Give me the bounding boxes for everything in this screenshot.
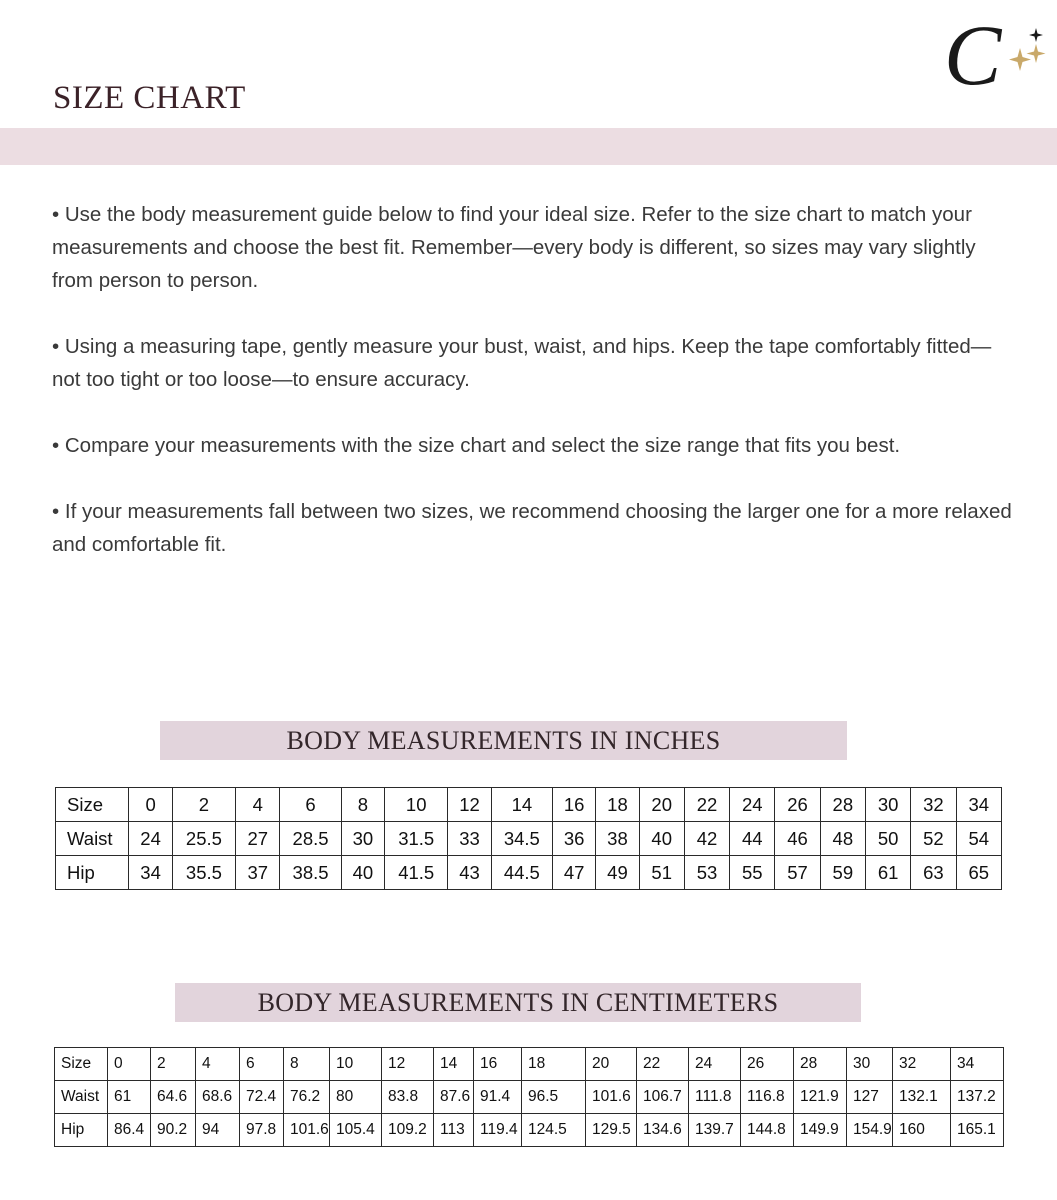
table-cell: 132.1 [893,1081,951,1114]
table-cell: 111.8 [689,1081,741,1114]
table-cell: 61 [865,856,910,890]
table-cell: 47 [553,856,596,890]
table-cell: 149.9 [794,1114,847,1147]
table-cell: 52 [911,822,956,856]
table-cell: 97.8 [240,1114,284,1147]
table-cell: 101.6 [586,1081,637,1114]
table-cell: 10 [385,788,448,822]
sparkle-icon [1029,28,1043,42]
table-cell: 4 [236,788,280,822]
table-cell: 44 [730,822,775,856]
script-c-icon [940,4,1052,104]
page-title: SIZE CHART [53,80,246,116]
table-cell: 22 [637,1048,689,1081]
table-cell: 30 [847,1048,893,1081]
row-label-cell: Hip [56,856,129,890]
table-cell: 16 [474,1048,522,1081]
table-cell: 53 [684,856,729,890]
guide-bullet: • Using a measuring tape, gently measure your bust, waist, and hips. Keep the tape comfortably fitted—not too tight or too loose—to ensure accuracy. [52,335,992,391]
table-cell: 121.9 [794,1081,847,1114]
table-cell: 34.5 [491,822,552,856]
table-cell: 2 [172,788,235,822]
table-cell: 30 [341,822,384,856]
guide-bullet: • Compare your measurements with the size chart and select the size range that fits you best. [52,434,901,457]
table-cell: 113 [434,1114,474,1147]
table-cell: 80 [330,1081,382,1114]
table-cell: 49 [596,856,639,890]
table-cell: 129.5 [586,1114,637,1147]
table-cell: 20 [639,788,684,822]
table-row [55,1114,1004,1147]
table-cell: 8 [341,788,384,822]
table-cell: 36 [553,822,596,856]
table-row [55,1048,1004,1081]
table-cell: 76.2 [284,1081,330,1114]
table-cell: 12 [382,1048,434,1081]
row-label-cell: Waist [56,822,129,856]
table-cell: 24 [730,788,775,822]
table-cell: 61 [108,1081,151,1114]
table-cell: 87.6 [434,1081,474,1114]
guide-bullet: • If your measurements fall between two sizes, we recommend choosing the larger one for a more relaxed and comfortable fit. [52,500,1012,556]
logo-letter: C [944,7,1002,103]
brand-logo [940,4,1052,104]
table-cell: 44.5 [491,856,552,890]
table-cell: 94 [196,1114,240,1147]
table-cell: 64.6 [151,1081,196,1114]
table-cell: 38.5 [280,856,341,890]
table-cell: 33 [448,822,491,856]
table-cell: 134.6 [637,1114,689,1147]
table-cell: 40 [341,856,384,890]
table-cell: 72.4 [240,1081,284,1114]
table-cell: 86.4 [108,1114,151,1147]
row-label-cell: Waist [55,1081,108,1114]
table-cell: 139.7 [689,1114,741,1147]
table-cell: 37 [236,856,280,890]
table-cell: 18 [522,1048,586,1081]
table-cell: 12 [448,788,491,822]
table-cell: 34 [129,856,172,890]
table-cell: 41.5 [385,856,448,890]
table-cell: 165.1 [951,1114,1004,1147]
table-cell: 46 [775,822,820,856]
table-cell: 24 [129,822,172,856]
table-cell: 106.7 [637,1081,689,1114]
table-cell: 25.5 [172,822,235,856]
inches-heading: BODY MEASUREMENTS IN INCHES [160,721,847,760]
table-cell: 68.6 [196,1081,240,1114]
inches-size-table [55,787,1002,890]
table-cell: 34 [951,1048,1004,1081]
sparkle-icon [1027,44,1046,63]
table-cell: 160 [893,1114,951,1147]
table-cell: 59 [820,856,865,890]
table-cell: 127 [847,1081,893,1114]
table-cell: 8 [284,1048,330,1081]
table-cell: 54 [956,822,1001,856]
table-cell: 22 [684,788,729,822]
row-label-cell: Size [56,788,129,822]
table-cell: 6 [240,1048,284,1081]
table-cell: 124.5 [522,1114,586,1147]
table-cell: 116.8 [741,1081,794,1114]
table-cell: 57 [775,856,820,890]
table-cell: 6 [280,788,341,822]
table-cell: 119.4 [474,1114,522,1147]
title-band [0,128,1057,165]
table-cell: 14 [491,788,552,822]
table-cell: 137.2 [951,1081,1004,1114]
row-label-cell: Size [55,1048,108,1081]
measurement-guide [52,198,1012,594]
table-cell: 26 [775,788,820,822]
table-cell: 83.8 [382,1081,434,1114]
table-cell: 31.5 [385,822,448,856]
table-row [56,788,1002,822]
table-cell: 32 [893,1048,951,1081]
table-cell: 10 [330,1048,382,1081]
table-cell: 55 [730,856,775,890]
table-row [55,1081,1004,1114]
table-cell: 51 [639,856,684,890]
table-cell: 65 [956,856,1001,890]
table-cell: 48 [820,822,865,856]
table-cell: 96.5 [522,1081,586,1114]
table-cell: 91.4 [474,1081,522,1114]
table-cell: 50 [865,822,910,856]
table-cell: 38 [596,822,639,856]
table-cell: 28 [820,788,865,822]
table-cell: 26 [741,1048,794,1081]
table-cell: 144.8 [741,1114,794,1147]
guide-bullet: • Use the body measurement guide below to find your ideal size. Refer to the size chart to match your measurements and choose the best fit. Remember—every body is different, so sizes may vary slightly from person to person. [52,203,976,292]
table-cell: 42 [684,822,729,856]
table-cell: 28.5 [280,822,341,856]
table-cell: 18 [596,788,639,822]
table-cell: 20 [586,1048,637,1081]
table-row [56,822,1002,856]
table-cell: 16 [553,788,596,822]
table-cell: 35.5 [172,856,235,890]
table-cell: 109.2 [382,1114,434,1147]
centimeters-heading: BODY MEASUREMENTS IN CENTIMETERS [175,983,861,1022]
table-cell: 28 [794,1048,847,1081]
table-cell: 14 [434,1048,474,1081]
table-cell: 43 [448,856,491,890]
table-cell: 101.6 [284,1114,330,1147]
table-cell: 154.9 [847,1114,893,1147]
table-cell: 90.2 [151,1114,196,1147]
table-cell: 0 [129,788,172,822]
table-cell: 2 [151,1048,196,1081]
table-cell: 24 [689,1048,741,1081]
table-cell: 30 [865,788,910,822]
table-cell: 0 [108,1048,151,1081]
table-cell: 105.4 [330,1114,382,1147]
row-label-cell: Hip [55,1114,108,1147]
table-cell: 4 [196,1048,240,1081]
table-cell: 27 [236,822,280,856]
centimeters-size-table [54,1047,1004,1147]
table-cell: 34 [956,788,1001,822]
table-row [56,856,1002,890]
table-cell: 63 [911,856,956,890]
table-cell: 32 [911,788,956,822]
sparkle-icon [1009,48,1031,71]
table-cell: 40 [639,822,684,856]
